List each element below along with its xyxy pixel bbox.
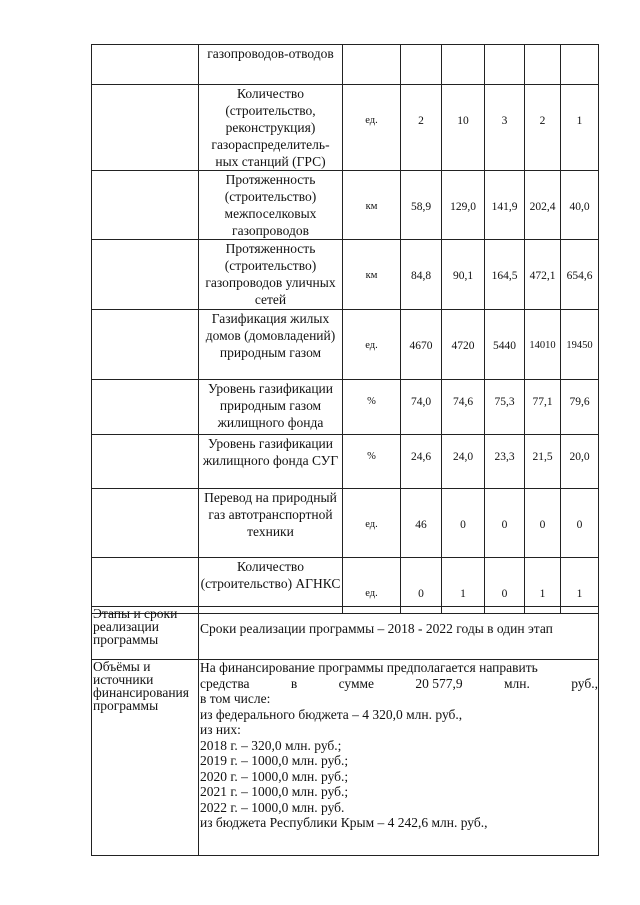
- indicator-value: 1: [561, 558, 599, 614]
- indicator-value: [525, 45, 561, 85]
- indicator-value: [442, 45, 485, 85]
- indicator-value: 20,0: [561, 435, 599, 489]
- indicator-value: 129,0: [442, 171, 485, 240]
- passport-table: [91, 606, 599, 856]
- indicator-value: 2: [525, 85, 561, 171]
- indicator-value: 5440: [485, 310, 525, 380]
- indicator-row: [92, 171, 599, 240]
- indicator-value: 0: [525, 489, 561, 558]
- indicator-name: Количество (строительство) АГНКС: [199, 558, 343, 614]
- indicator-name: Перевод на природный газ автотранспортной техники: [199, 489, 343, 558]
- indicator-unit: %: [343, 380, 401, 435]
- indicator-value: 75,3: [485, 380, 525, 435]
- funding-line: 2021 г. – 1000,0 млн. руб.;: [200, 784, 349, 799]
- indicator-unit: км: [343, 171, 401, 240]
- indicator-spacer-cell: [92, 489, 199, 558]
- indicator-spacer-cell: [92, 171, 199, 240]
- funding-line: 2022 г. – 1000,0 млн. руб.: [200, 799, 345, 815]
- indicator-spacer-cell: [92, 85, 199, 171]
- indicator-name: Уровень газификации жилищного фонда СУГ: [199, 435, 343, 489]
- funding-line: 2020 г. – 1000,0 млн. руб.;: [200, 768, 349, 784]
- indicator-value: 90,1: [442, 240, 485, 310]
- indicator-value: 654,6: [561, 240, 599, 310]
- indicator-unit: ед.: [343, 489, 401, 558]
- indicator-row: [92, 85, 599, 171]
- indicator-value: 4670: [401, 310, 442, 380]
- indicator-value: 23,3: [485, 435, 525, 489]
- funding-line-1: На финансирование программы предполагается направить: [200, 660, 538, 675]
- indicator-row: [92, 435, 599, 489]
- indicator-row: [92, 240, 599, 310]
- indicator-row: [92, 380, 599, 435]
- indicator-name: Количество (строительство, реконструкция) газораспределитель-ных станций (ГРС): [199, 85, 343, 171]
- funding-line-2: средства в сумме 20 577,9 млн. руб.,: [200, 675, 598, 691]
- funding-line: 2019 г. – 1000,0 млн. руб.;: [200, 753, 349, 768]
- indicator-unit: км: [343, 240, 401, 310]
- funding-line: из них:: [200, 722, 241, 737]
- indicator-value: [485, 45, 525, 85]
- funding-line: из федерального бюджета – 4 320,0 млн. руб.,: [200, 706, 463, 722]
- indicator-value: 40,0: [561, 171, 599, 240]
- indicator-value: 58,9: [401, 171, 442, 240]
- indicator-value: 46: [401, 489, 442, 558]
- indicator-value: 0: [401, 558, 442, 614]
- indicator-value: [561, 45, 599, 85]
- stages-label: Этапы и сроки реализации программы: [92, 607, 199, 660]
- indicator-value: 0: [442, 489, 485, 558]
- indicator-unit: ед.: [343, 558, 401, 614]
- indicator-value: 74,6: [442, 380, 485, 435]
- indicator-value: 19450: [561, 310, 599, 380]
- indicator-value: 472,1: [525, 240, 561, 310]
- indicator-unit: %: [343, 435, 401, 489]
- indicator-unit: ед.: [343, 85, 401, 171]
- stages-text: Сроки реализации программы – 2018 - 2022 годы в один этап: [200, 621, 553, 636]
- indicator-value: 141,9: [485, 171, 525, 240]
- indicator-value: 0: [485, 558, 525, 614]
- indicator-value: 2: [401, 85, 442, 171]
- indicator-value: 4720: [442, 310, 485, 380]
- indicator-value: 0: [485, 489, 525, 558]
- indicator-value: 77,1: [525, 380, 561, 435]
- indicator-name: Протяженность (строительство) межпоселковых газопроводов: [199, 171, 343, 240]
- funding-label: Объёмы и источники финансирования программы: [92, 660, 199, 856]
- funding-line: из бюджета Республики Крым – 4 242,6 млн. руб.,: [200, 815, 488, 830]
- indicator-value: 84,8: [401, 240, 442, 310]
- indicator-name: Уровень газификации природным газом жилищного фонда: [199, 380, 343, 435]
- indicator-value: 79,6: [561, 380, 599, 435]
- indicator-name: газопроводов-отводов: [199, 45, 343, 85]
- indicator-value: 74,0: [401, 380, 442, 435]
- indicator-value: 3: [485, 85, 525, 171]
- indicator-name: Протяженность (строительство) газопроводов уличных сетей: [199, 240, 343, 310]
- indicator-value: 14010: [525, 310, 561, 380]
- indicator-value: 1: [561, 85, 599, 171]
- indicator-value: 202,4: [525, 171, 561, 240]
- indicators-table: [91, 44, 599, 614]
- indicator-spacer-cell: [92, 380, 199, 435]
- indicator-row: [92, 45, 599, 85]
- indicator-unit: ед.: [343, 310, 401, 380]
- stages-row: [92, 607, 599, 660]
- indicator-spacer-cell: [92, 435, 199, 489]
- indicator-value: 21,5: [525, 435, 561, 489]
- funding-line: в том числе:: [200, 691, 271, 706]
- indicator-unit: [343, 45, 401, 85]
- indicator-value: 24,0: [442, 435, 485, 489]
- indicator-spacer-cell: [92, 310, 199, 380]
- indicator-row: [92, 489, 599, 558]
- funding-text: [199, 660, 599, 856]
- indicator-row: [92, 310, 599, 380]
- indicator-value: 0: [561, 489, 599, 558]
- indicator-value: 1: [442, 558, 485, 614]
- indicator-value: [401, 45, 442, 85]
- indicator-value: 10: [442, 85, 485, 171]
- funding-row: [92, 660, 599, 856]
- indicator-value: 24,6: [401, 435, 442, 489]
- indicator-name: Газификация жилых домов (домовладений) природным газом: [199, 310, 343, 380]
- funding-line: 2018 г. – 320,0 млн. руб.;: [200, 737, 342, 753]
- indicator-spacer-cell: [92, 45, 199, 85]
- indicator-value: 1: [525, 558, 561, 614]
- indicator-spacer-cell: [92, 240, 199, 310]
- indicator-value: 164,5: [485, 240, 525, 310]
